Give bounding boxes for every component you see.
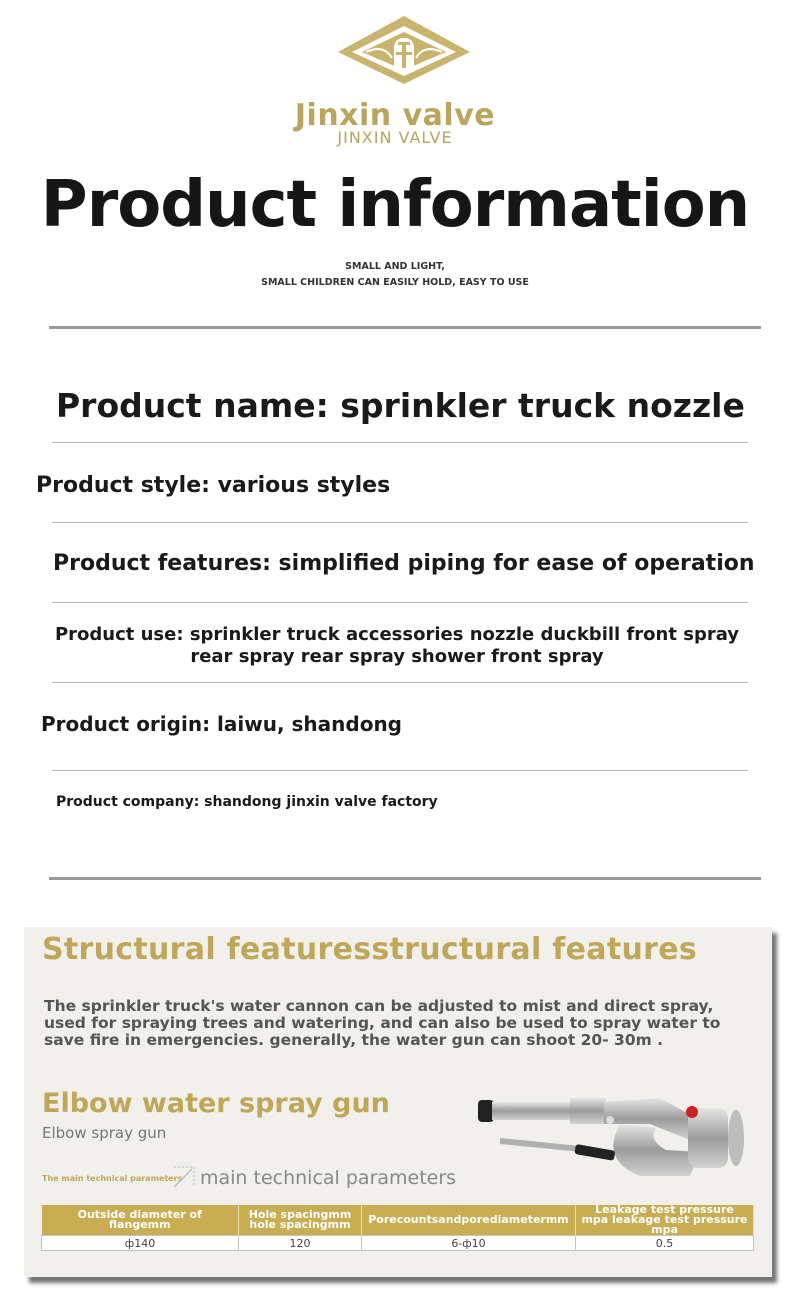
cell-leakage-pressure: 0.5 — [576, 1236, 754, 1251]
brand-subname: JINXIN VALVE — [337, 128, 453, 147]
params-small-label: The main technical parameters — [42, 1174, 183, 1183]
page-title: Product information — [40, 168, 750, 242]
section-divider-bottom — [49, 877, 761, 880]
parameters-table — [41, 1205, 754, 1251]
table-row — [42, 1236, 754, 1251]
header-leakage-pressure: Leakage test pressure mpa leakage test pressure mpa — [576, 1205, 754, 1236]
cell-pore-count: 6-ф10 — [362, 1236, 576, 1251]
cell-flange-diameter: ф140 — [42, 1236, 239, 1251]
header-hole-spacing: Hole spacingmm hole spacingmm — [239, 1205, 362, 1236]
params-title: main technical parameters — [200, 1167, 457, 1189]
divider — [52, 770, 748, 771]
header-pore-count: Porecountsandporediametermm — [362, 1205, 576, 1236]
product-company: Product company: shandong jinxin valve factory — [56, 794, 438, 810]
table-header-row — [42, 1205, 754, 1236]
product-subheading: Elbow spray gun — [42, 1124, 167, 1142]
section-divider-top — [49, 326, 761, 329]
divider — [52, 522, 748, 523]
structural-title: Structural featuresstructural features — [42, 932, 698, 967]
cell-hole-spacing: 120 — [239, 1236, 362, 1251]
params-arrow-icon — [172, 1163, 196, 1189]
divider — [52, 682, 748, 683]
divider — [52, 602, 748, 603]
divider — [52, 442, 748, 443]
structural-description: The sprinkler truck's water cannon can be adjusted to mist and direct spray, used for spraying trees and watering, and can also be used to spray water to save fire in emergencies. generally, the water gun can shoot 20- 30m . — [44, 997, 721, 1049]
product-origin: Product origin: laiwu, shandong — [41, 712, 402, 736]
product-heading: Elbow water spray gun — [42, 1088, 390, 1119]
tagline-line-2: SMALL CHILDREN CAN EASILY HOLD, EASY TO USE — [261, 277, 529, 288]
product-name: Product name: sprinkler truck nozzle — [56, 386, 745, 425]
brand-name: Jinxin valve — [294, 98, 496, 133]
product-style: Product style: various styles — [36, 473, 391, 498]
product-use: Product use: sprinkler truck accessories nozzle duckbill front spray rear spray rear spray shower front spray — [54, 624, 740, 667]
header-flange-diameter: Outside diameter of flangemm — [42, 1205, 239, 1236]
jinxin-logo — [336, 14, 472, 86]
tagline-line-1: SMALL AND LIGHT, — [345, 261, 445, 272]
product-features: Product features: simplified piping for ease of operation — [53, 551, 755, 576]
spray-gun-image — [470, 1080, 770, 1190]
